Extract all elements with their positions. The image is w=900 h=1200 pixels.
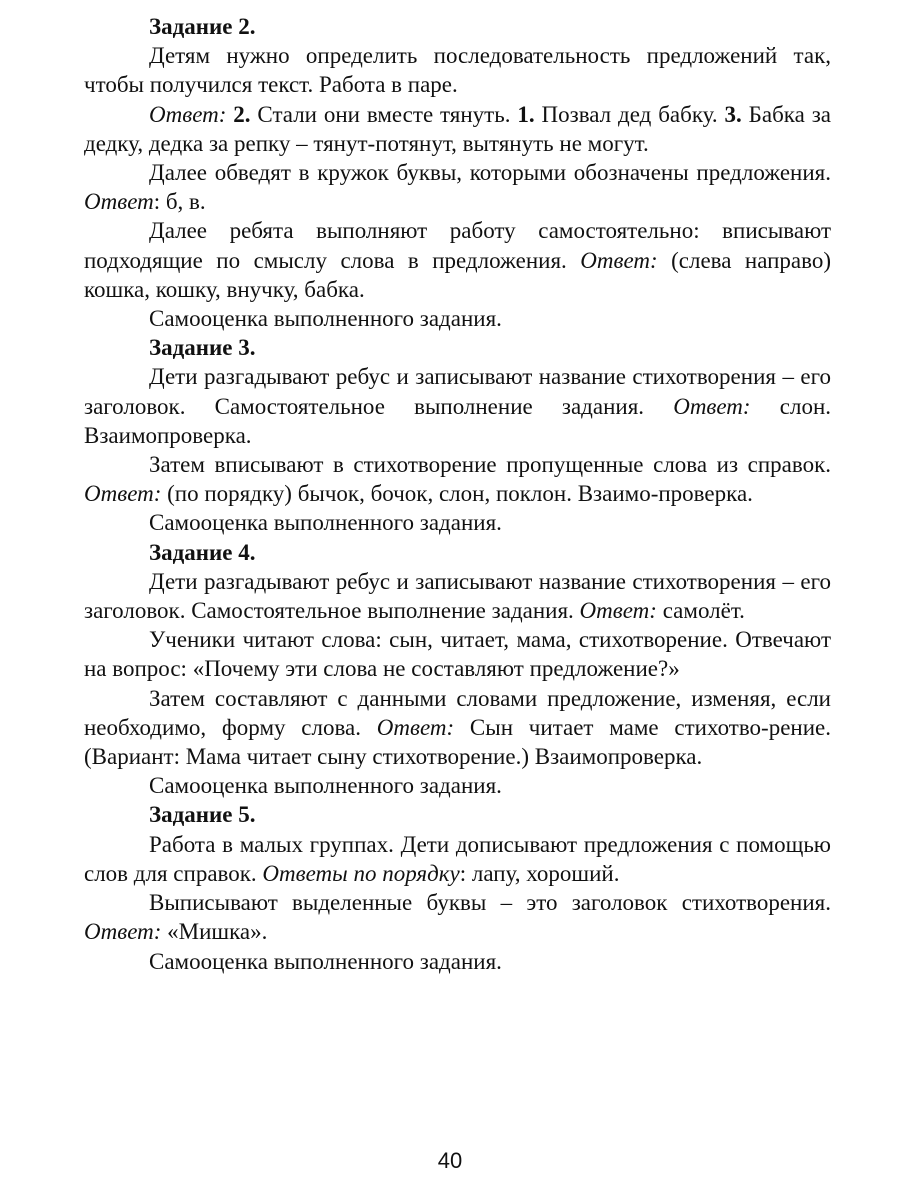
sentence-number: 1. [517,101,535,127]
task-4-paragraph-1 [84,567,831,625]
page-number: 40 [437,1148,463,1173]
answer-sentence: Позвал дед бабку. [534,101,725,127]
answer-text: (по порядку) бычок, бочок, слон, поклон. Взаимо-проверка. [161,481,753,507]
paragraph-text: Дети разгадывают ребус и записывают название стихотворения – его заголовок. Самостоятельное выполнение задания. [84,364,831,419]
paragraph-text: Далее обведят в кружок буквы, которыми обозначены предложения. [149,160,831,186]
task-3-self-assessment: Самооценка выполненного задания. [149,510,502,536]
answer-label: Ответ: [84,481,162,507]
answer-text: «Мишка». [161,919,268,945]
task-2-answer-paragraph [84,100,831,158]
sentence-number: 2. [233,101,251,127]
answer-text: : б, в. [153,189,206,215]
answer-label: Ответ: [376,714,455,740]
task-4-heading: Задание 4. [149,539,256,565]
task-2-paragraph-3 [84,158,831,216]
paragraph-text: Далее ребята выполняют работу самостоятельно: вписывают подходящие по смыслу слова в предложения. [84,218,831,273]
answer-label: Ответы по порядку [262,860,460,886]
task-5-heading: Задание 5. [149,802,256,828]
task-5-paragraph-2 [84,888,831,946]
task-2-paragraph-4 [84,216,831,304]
task-3-heading: Задание 3. [149,335,256,361]
document-body [84,12,831,976]
task-5-paragraph-1 [84,830,831,888]
answer-label: Ответ: [673,393,751,419]
answer-text: (слева направо) кошка, кошку, внучку, бабка. [84,247,831,302]
answer-label: Ответ: [149,101,227,127]
paragraph-text: Дети разгадывают ребус и записывают название стихотворения – его заголовок. Самостоятельное выполнение задания. [84,568,831,624]
task-3-paragraph-2 [84,450,831,508]
answer-label: Ответ: [579,598,657,624]
task-2-heading: Задание 2. [149,14,256,39]
task-4-self-assessment: Самооценка выполненного задания. [149,773,502,799]
task-5-self-assessment: Самооценка выполненного задания. [149,948,502,974]
task-3-paragraph-1 [84,362,831,450]
answer-label: Ответ: [84,919,162,945]
task-2-self-assessment: Самооценка выполненного задания. [149,306,502,332]
answer-label: Ответ: [580,247,658,273]
answer-text: : лапу, хороший. [459,860,620,886]
task-4-paragraph-3 [84,684,831,772]
paragraph-text: Затем вписывают в стихотворение пропущенные слова из справок. [149,452,831,478]
answer-label: Ответ [84,189,154,215]
answer-text: слон. Взаимопроверка. [84,393,832,448]
answer-text: Сын читает маме стихотво-рение. (Вариант: Мама читает сыну стихотворение.) Взаимопроверка. [84,714,831,770]
sentence-number: 3. [724,101,742,127]
answer-sentence: Стали они вместе тянуть. [250,101,518,127]
paragraph-text: Затем составляют с данными словами предложение, изменяя, если необходимо, форму слова. [84,685,831,740]
answer-sentence: Бабка за дедку, дедка за репку – тянут-потянут, вытянуть не могут. [84,101,832,156]
task-2-paragraph-1: Детям нужно определить последовательность предложений так, чтобы получился текст. Работа в паре. [84,43,831,98]
answer-text: самолёт. [656,598,745,624]
task-4-paragraph-2: Ученики читают слова: сын, читает, мама, стихотворение. Отвечают на вопрос: «Почему эти слова не составляют предложение?» [84,627,831,682]
paragraph-text: Выписывают выделенные буквы – это заголовок стихотворения. [149,890,831,916]
paragraph-text: Работа в малых группах. Дети дописывают предложения с помощью слов для справок. [84,831,831,886]
